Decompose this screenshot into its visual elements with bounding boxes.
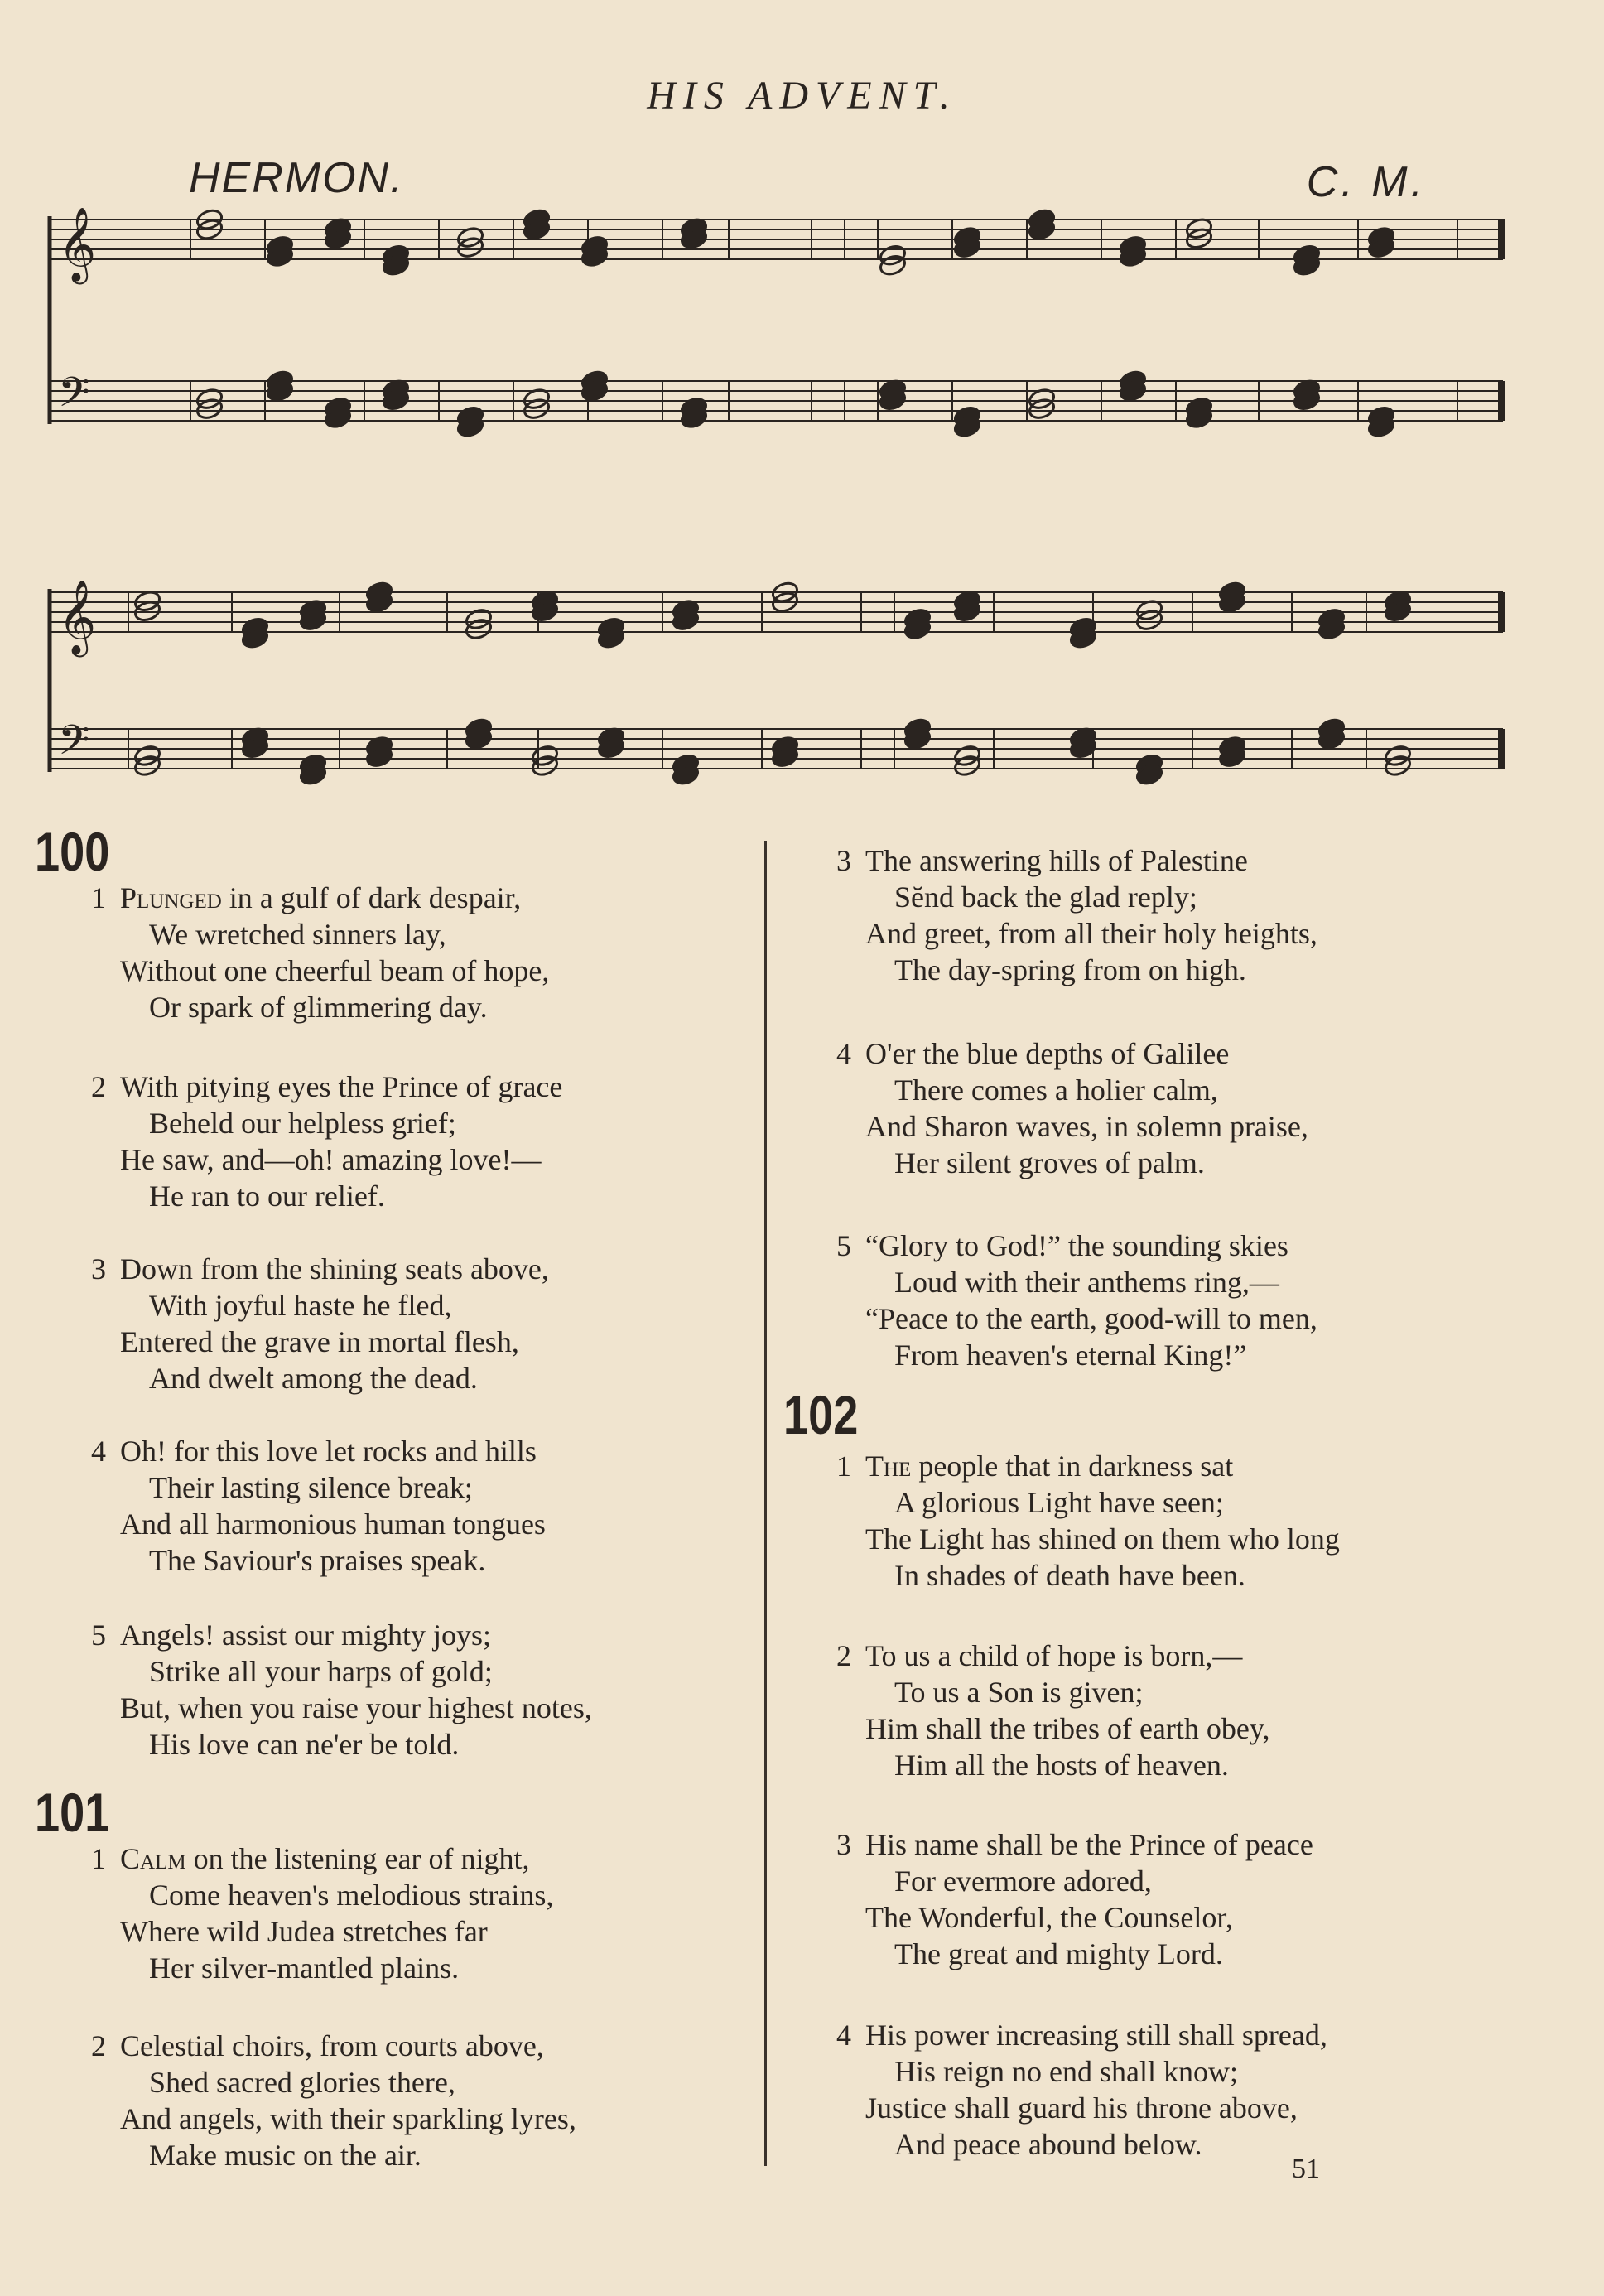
stanza-line bbox=[91, 1068, 562, 1105]
stanza-text: Entered the grave in mortal flesh, bbox=[120, 1325, 519, 1358]
stanza-line bbox=[91, 1617, 592, 1653]
stanza-number: 1 bbox=[91, 881, 106, 914]
stanza-text: Where wild Judea stretches far bbox=[120, 1915, 488, 1948]
stanza-text: Loud with their anthems ring,— bbox=[894, 1266, 1279, 1299]
treble-clef: 𝄞 bbox=[58, 207, 97, 282]
stanza bbox=[91, 2028, 576, 2173]
page-number: 51 bbox=[1292, 2154, 1320, 2184]
stanza-line bbox=[91, 953, 549, 989]
stanza-text: His love can ne'er be told. bbox=[149, 1728, 460, 1761]
stanza bbox=[91, 1840, 553, 1986]
stanza-text: Him all the hosts of heaven. bbox=[894, 1749, 1229, 1782]
stanza bbox=[836, 1448, 1340, 1594]
stanza-text: on the listening ear of night, bbox=[185, 1842, 530, 1875]
stanza-text: His reign no end shall know; bbox=[894, 2055, 1238, 2088]
stanza-line bbox=[91, 1950, 553, 1986]
stanza-line bbox=[91, 1178, 562, 1214]
stanza-line bbox=[836, 1264, 1317, 1300]
stanza-text: Down from the shining seats above, bbox=[120, 1252, 549, 1285]
stanza-line bbox=[836, 1674, 1270, 1710]
stanza-number: 5 bbox=[91, 1618, 106, 1652]
stanza-line bbox=[836, 1521, 1340, 1557]
stanza-line bbox=[836, 842, 1317, 879]
stanza-line bbox=[836, 1899, 1313, 1936]
stanza-line bbox=[91, 880, 549, 916]
stanza-line bbox=[91, 1690, 592, 1726]
stanza-line bbox=[836, 2017, 1327, 2053]
stanza-number: 1 bbox=[91, 1842, 106, 1875]
stanza-text: A glorious Light have seen; bbox=[894, 1486, 1224, 1519]
stanza-text: Make music on the air. bbox=[149, 2139, 421, 2172]
stanza-text: The day-spring from on high. bbox=[894, 953, 1246, 986]
stanza-line bbox=[91, 1105, 562, 1141]
stanza-text: The great and mighty Lord. bbox=[894, 1937, 1223, 1970]
stanza-text: The Saviour's praises speak. bbox=[149, 1544, 486, 1577]
stanza-text: And greet, from all their holy heights, bbox=[865, 917, 1317, 950]
stanza-text: Her silent groves of palm. bbox=[894, 1146, 1205, 1179]
stanza-line bbox=[836, 1228, 1317, 1264]
stanza-text: “Peace to the earth, good-will to men, bbox=[865, 1302, 1317, 1335]
stanza-text: His power increasing still shall spread, bbox=[865, 2019, 1327, 2052]
stanza bbox=[91, 880, 549, 1025]
stanza-line bbox=[91, 2028, 576, 2064]
stanza bbox=[836, 1035, 1308, 1181]
stanza-text: With pitying eyes the Prince of grace bbox=[120, 1070, 563, 1103]
stanza-number: 3 bbox=[91, 1252, 106, 1285]
stanza-lead-word: Plunged bbox=[120, 881, 222, 914]
stanza-text: in a gulf of dark despair, bbox=[221, 881, 522, 914]
stanza-text: But, when you raise your highest notes, bbox=[120, 1691, 592, 1724]
stanza bbox=[836, 1638, 1270, 1783]
stanza-line bbox=[91, 1913, 553, 1950]
stanza-text: Without one cheerful beam of hope, bbox=[120, 954, 550, 987]
stanza-text: Strike all your harps of gold; bbox=[149, 1655, 493, 1688]
stanza-line bbox=[91, 1141, 562, 1178]
stanza-number: 1 bbox=[836, 1449, 851, 1483]
stanza-text: Her silver-mantled plains. bbox=[149, 1951, 460, 1985]
stanza-text: And angels, with their sparkling lyres, bbox=[120, 2102, 576, 2135]
stanza-text: He saw, and—oh! amazing love!— bbox=[120, 1143, 542, 1176]
stanza-text: people that in darkness sat bbox=[911, 1449, 1234, 1483]
stanza-text: Beheld our helpless grief; bbox=[149, 1107, 456, 1140]
stanza-line bbox=[836, 1145, 1308, 1181]
stanza-text: Or spark of glimmering day. bbox=[149, 991, 488, 1024]
stanza-line bbox=[836, 1826, 1313, 1863]
stanza-number: 4 bbox=[836, 1037, 851, 1070]
stanza-line bbox=[836, 2053, 1327, 2090]
stanza-number: 5 bbox=[836, 1229, 851, 1262]
stanza-text: Justice shall guard his throne above, bbox=[865, 2091, 1298, 2125]
stanza-number: 4 bbox=[91, 1435, 106, 1468]
stanza-line bbox=[91, 916, 549, 953]
stanza-line bbox=[91, 2137, 576, 2173]
stanza-number: 2 bbox=[91, 1070, 106, 1103]
stanza bbox=[836, 2017, 1327, 2163]
stanza-line bbox=[91, 1877, 553, 1913]
stanza-line bbox=[836, 1747, 1270, 1783]
stanza-text: Celestial choirs, from courts above, bbox=[120, 2029, 544, 2062]
stanza-text: To us a Son is given; bbox=[894, 1676, 1144, 1709]
stanza-text: And Sharon waves, in solemn praise, bbox=[865, 1110, 1308, 1143]
stanza-line bbox=[836, 1557, 1340, 1594]
stanza-line bbox=[836, 1484, 1340, 1521]
stanza-text: With joyful haste he fled, bbox=[149, 1289, 452, 1322]
stanza-line bbox=[91, 1287, 549, 1324]
stanza-line bbox=[836, 1936, 1313, 1972]
stanza-text: Come heaven's melodious strains, bbox=[149, 1879, 554, 1912]
stanza-line bbox=[91, 1542, 546, 1579]
stanza bbox=[836, 842, 1317, 988]
stanza-line bbox=[836, 1108, 1308, 1145]
stanza-line bbox=[836, 2090, 1327, 2126]
stanza-line bbox=[836, 1863, 1313, 1899]
stanza-text: His name shall be the Prince of peace bbox=[865, 1828, 1313, 1861]
stanza-text: He ran to our relief. bbox=[149, 1179, 385, 1213]
tune-meter: C. M. bbox=[1306, 158, 1426, 206]
stanza-text: Him shall the tribes of earth obey, bbox=[865, 1712, 1270, 1745]
stanza-line bbox=[91, 1840, 553, 1877]
treble-clef: 𝄞 bbox=[58, 580, 97, 654]
stanza-number: 4 bbox=[836, 2019, 851, 2052]
stanza-line bbox=[836, 879, 1317, 915]
column-divider bbox=[764, 841, 767, 2166]
hymn-number: 101 bbox=[35, 1782, 110, 1843]
stanza-number: 2 bbox=[91, 2029, 106, 2062]
stanza-line bbox=[91, 1360, 549, 1396]
stanza-number: 3 bbox=[836, 844, 851, 877]
stanza bbox=[91, 1617, 592, 1763]
stanza-line bbox=[836, 915, 1317, 952]
stanza-text: Oh! for this love let rocks and hills bbox=[120, 1435, 537, 1468]
stanza-text: And dwelt among the dead. bbox=[149, 1362, 478, 1395]
page-header: HIS ADVENT. bbox=[647, 74, 957, 118]
stanza-line bbox=[836, 1300, 1317, 1337]
stanza-text: Sĕnd back the glad reply; bbox=[894, 880, 1197, 914]
music-score bbox=[0, 0, 1604, 828]
hymn-number: 102 bbox=[783, 1384, 859, 1445]
stanza-lead-word: The bbox=[865, 1449, 912, 1483]
bass-clef: 𝄢 bbox=[58, 716, 90, 774]
stanza-line bbox=[91, 989, 549, 1025]
hymn-number: 100 bbox=[35, 821, 110, 882]
stanza-text: Their lasting silence break; bbox=[149, 1471, 473, 1504]
stanza-line bbox=[91, 1251, 549, 1287]
stanza bbox=[91, 1433, 546, 1579]
stanza-text: O'er the blue depths of Galilee bbox=[865, 1037, 1230, 1070]
stanza-line bbox=[91, 1433, 546, 1469]
stanza-line bbox=[836, 1710, 1270, 1747]
stanza-text: We wretched sinners lay, bbox=[149, 918, 446, 951]
stanza-text: And all harmonious human tongues bbox=[120, 1507, 546, 1541]
stanza-line bbox=[91, 2064, 576, 2101]
stanza-text: For evermore adored, bbox=[894, 1864, 1152, 1898]
tune-name: HERMON. bbox=[189, 154, 404, 202]
stanza-lead-word: Calm bbox=[120, 1842, 186, 1875]
stanza-line bbox=[91, 1653, 592, 1690]
stanza-text: The Light has shined on them who long bbox=[865, 1522, 1340, 1556]
stanza-line bbox=[836, 2126, 1327, 2163]
stanza-text: There comes a holier calm, bbox=[894, 1073, 1218, 1107]
stanza-line bbox=[91, 1324, 549, 1360]
stanza-line bbox=[91, 2101, 576, 2137]
stanza bbox=[91, 1068, 562, 1214]
stanza-number: 3 bbox=[836, 1828, 851, 1861]
stanza-line bbox=[836, 1448, 1340, 1484]
stanza-line bbox=[836, 1035, 1308, 1072]
stanza-line bbox=[91, 1726, 592, 1763]
stanza-text: To us a child of hope is born,— bbox=[865, 1639, 1243, 1672]
stanza-line bbox=[91, 1506, 546, 1542]
stanza bbox=[91, 1251, 549, 1396]
stanza-line bbox=[91, 1469, 546, 1506]
stanza-text: From heaven's eternal King!” bbox=[894, 1339, 1247, 1372]
stanza bbox=[836, 1826, 1313, 1972]
stanza-text: “Glory to God!” the sounding skies bbox=[865, 1229, 1288, 1262]
stanza-line bbox=[836, 952, 1317, 988]
bass-clef: 𝄢 bbox=[58, 369, 90, 427]
stanza-line bbox=[836, 1337, 1317, 1373]
stanza-text: And peace abound below. bbox=[894, 2128, 1202, 2161]
stanza-text: Angels! assist our mighty joys; bbox=[120, 1618, 491, 1652]
stanza-line bbox=[836, 1638, 1270, 1674]
stanza bbox=[836, 1228, 1317, 1373]
stanza-number: 2 bbox=[836, 1639, 851, 1672]
stanza-text: In shades of death have been. bbox=[894, 1559, 1245, 1592]
stanza-line bbox=[836, 1072, 1308, 1108]
stanza-text: The answering hills of Palestine bbox=[865, 844, 1248, 877]
stanza-text: Shed sacred glories there, bbox=[149, 2066, 455, 2099]
stanza-text: The Wonderful, the Counselor, bbox=[865, 1901, 1233, 1934]
